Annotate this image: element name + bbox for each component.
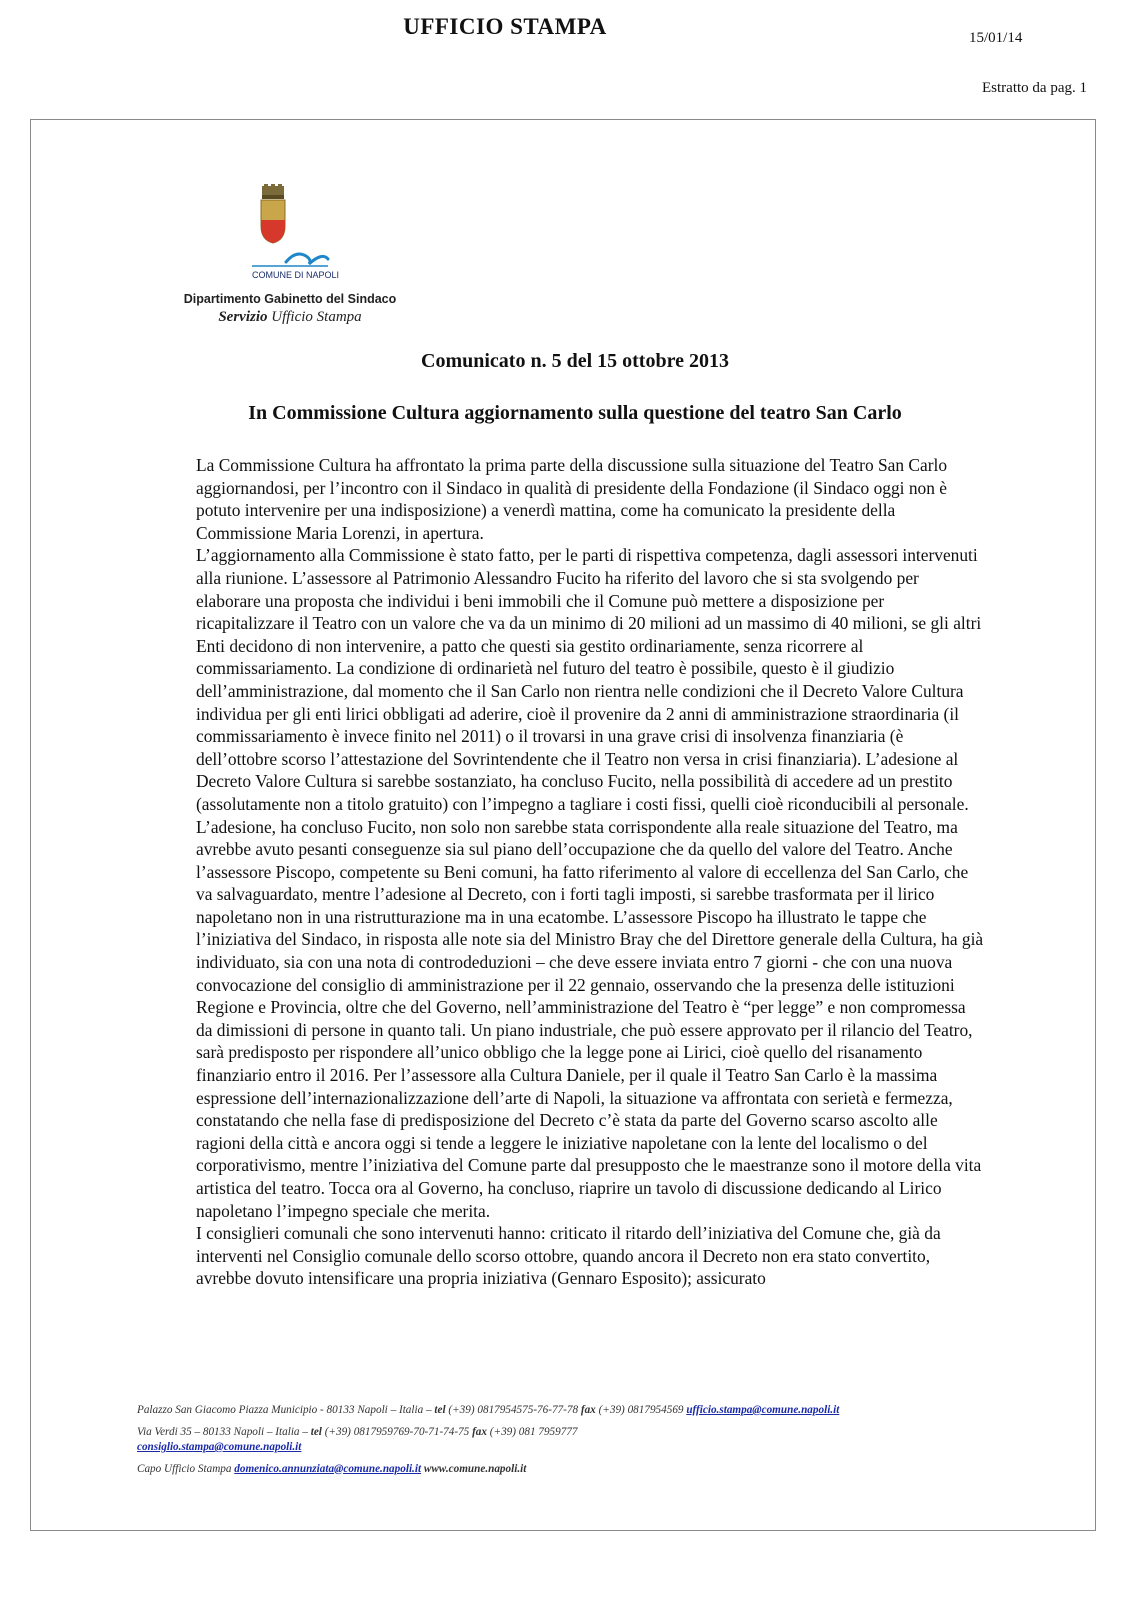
article-paragraph: I consiglieri comunali che sono intervenuti hanno: criticato il ritardo dell’iniziativa del Comune che, già da interventi nel Consiglio comunale dello scorso ottobre, quando ancora il Decreto non era stato convertito, avrebbe dovuto intensificare una propria iniziativa (Gennaro Esposito); assicurato bbox=[196, 1223, 941, 1289]
article-paragraph: La Commissione Cultura ha affrontato la prima parte della discussione sulla situazione del Teatro San Carlo aggiornandosi, per l’incontro con il Sindaco in qualità di presidente della Fondazione (il Sindaco oggi non è potuto intervenire per una indisposizione) a venerdì mattina, come ha comunicato la presidente della Commissione Maria Lorenzi, in apertura. bbox=[196, 455, 948, 543]
footer-line-2 bbox=[137, 1425, 1067, 1441]
contact-footer bbox=[137, 1403, 1067, 1477]
service-name bbox=[140, 309, 440, 326]
tel-label: tel bbox=[434, 1404, 446, 1416]
website-link[interactable]: www.comune.napoli.it bbox=[421, 1462, 527, 1475]
article-body bbox=[196, 454, 986, 1290]
logo-label: COMUNE DI NAPOLI bbox=[252, 270, 340, 280]
article-headline: In Commissione Cultura aggiornamento sulla questione del teatro San Carlo bbox=[248, 402, 902, 424]
footer-address: Via Verdi 35 – 80133 Napoli – Italia – bbox=[137, 1425, 311, 1438]
service-bold: Servizio bbox=[218, 309, 268, 325]
page-title: UFFICIO STAMPA bbox=[403, 14, 607, 39]
service-rest: Ufficio Stampa bbox=[267, 309, 362, 325]
article-paragraph: L’aggiornamento alla Commissione è stato fatto, per le parti di rispettiva competenza, dagli assessori intervenuti alla riunione. L’assessore al Patrimonio Alessandro Fucito ha riferito del lavoro che si sta svolgendo per elaborare una proposta che individui i beni immobili che il Comune può mettere a disposizione per ricapitalizzare il Teatro con un valore che va da un minimo di 20 milioni ad un massimo di 40 milioni, se gli altri Enti decidono di non intervenire, a patto che questi sia gestito ordinariamente, senza ricorrere al commissariamento. La condizione di ordinarietà nel futuro del teatro è possibile, questo è il giudizio dell’amministrazione, dal momento che il San Carlo non rientra nelle condizioni che il Decreto Valore Cultura individua per gli enti lirici obbligati ad aderire, cioè il provenire da 2 anni di amministrazione straordinaria (il commissariamento è invece finito nel 2011) o il trovarsi in una grave crisi di insolvenza finanziaria (è dell’ottobre scorso l’attestazione del Sovrintendente che il Teatro non versa in crisi finanziaria). L’adesione al Decreto Valore Cultura si sarebbe sostanziato, ha concluso Fucito, nella possibilità di accedere ad un prestito (assolutamente non a titolo gratuito) con l’impegno a tagliare i costi fissi, quelli cioè riconducibili al personale. L’adesione, ha concluso Fucito, non solo non sarebbe stata corrispondente alla reale situazione del Teatro, ma avrebbe avuto pesanti conseguenze sia sul piano dell’occupazione che da quello del valore del Teatro. Anche l’assessore Piscopo, competente su Beni comuni, ha fatto riferimento al valore di eccellenza del San Carlo, che va salvaguardato, mentre l’adesione al Decreto, con i forti tagli imposti, si sarebbe trasformata per il lirico napoletano non in una ristrutturazione ma in una ecatombe. L’assessore Piscopo ha illustrato le tappe che l’iniziativa del Sindaco, in risposta alle note sia del Ministro Bray che del Direttore generale della Cultura, ha già individuato, sia con una nota di controdeduzioni – che deve essere inviata entro 7 giorni - che con una nuova convocazione del consiglio di amministrazione per il 22 gennaio, osservando che la presenza delle istituzioni Regione e Provincia, oltre che del Governo, nell’amministrazione del Teatro è “per legge” e non compromessa da dimissioni di persone in quanto tali. Un piano industriale, che può essere approvato per il rilancio del Teatro, sarà predisposto per rispondere all’unico obbligo che la legge pone ai Lirici, cioè quello del risanamento finanziario entro il 2016. Per l’assessore alla Cultura Daniele, per il quale il Teatro San Carlo è la massima espressione dell’internazionalizzazione dell’arte di Napoli, la situazione va affrontata con serietà e fermezza, constatando che nella fase di predisposizione del Decreto c’è stata da parte del Governo scarso ascolto alle ragioni della città e ancora oggi si tende a leggere le iniziative napoletane con la lente del localismo o del corporativismo, mentre l’iniziativa del Comune parte dal presupposto che le maestranze sono il motore della vita artistica del teatro. Tocca ora al Governo, ha concluso, riaprire un tavolo di discussione dedicando al Lirico napoletano l’impegno speciale che merita. bbox=[196, 545, 984, 1221]
email-link[interactable]: ufficio.stampa@comune.napoli.it bbox=[686, 1404, 840, 1416]
fax-label: fax bbox=[472, 1425, 487, 1438]
footer-address: Palazzo San Giacomo Piazza Municipio - 80133 Napoli – Italia – bbox=[137, 1404, 435, 1416]
email-link[interactable]: domenico.annunziata@comune.napoli.it bbox=[234, 1462, 422, 1475]
fax-label: fax bbox=[580, 1404, 596, 1416]
chief-label: Capo Ufficio Stampa bbox=[137, 1462, 235, 1475]
footer-line-3 bbox=[137, 1462, 1067, 1478]
header-date: 15/01/14 bbox=[969, 30, 1023, 46]
footer-line-2b bbox=[137, 1440, 1067, 1456]
tel-label: tel bbox=[310, 1425, 322, 1438]
fax-number: (+39) 081 7959777 bbox=[487, 1425, 578, 1438]
tel-number: (+39) 0817954575-76-77-78 bbox=[445, 1404, 581, 1416]
email-link[interactable]: consiglio.stampa@comune.napoli.it bbox=[137, 1441, 302, 1453]
extract-note: Estratto da pag. 1 bbox=[982, 80, 1087, 96]
footer-line-1 bbox=[137, 1403, 1067, 1419]
tel-number: (+39) 0817959769-70-71-74-75 bbox=[321, 1425, 473, 1438]
press-release-number: Comunicato n. 5 del 15 ottobre 2013 bbox=[421, 350, 729, 372]
napoli-coat-of-arms-icon bbox=[252, 184, 348, 282]
fax-number: (+39) 0817954569 bbox=[595, 1404, 687, 1416]
department-name: Dipartimento Gabinetto del Sindaco bbox=[183, 292, 397, 306]
